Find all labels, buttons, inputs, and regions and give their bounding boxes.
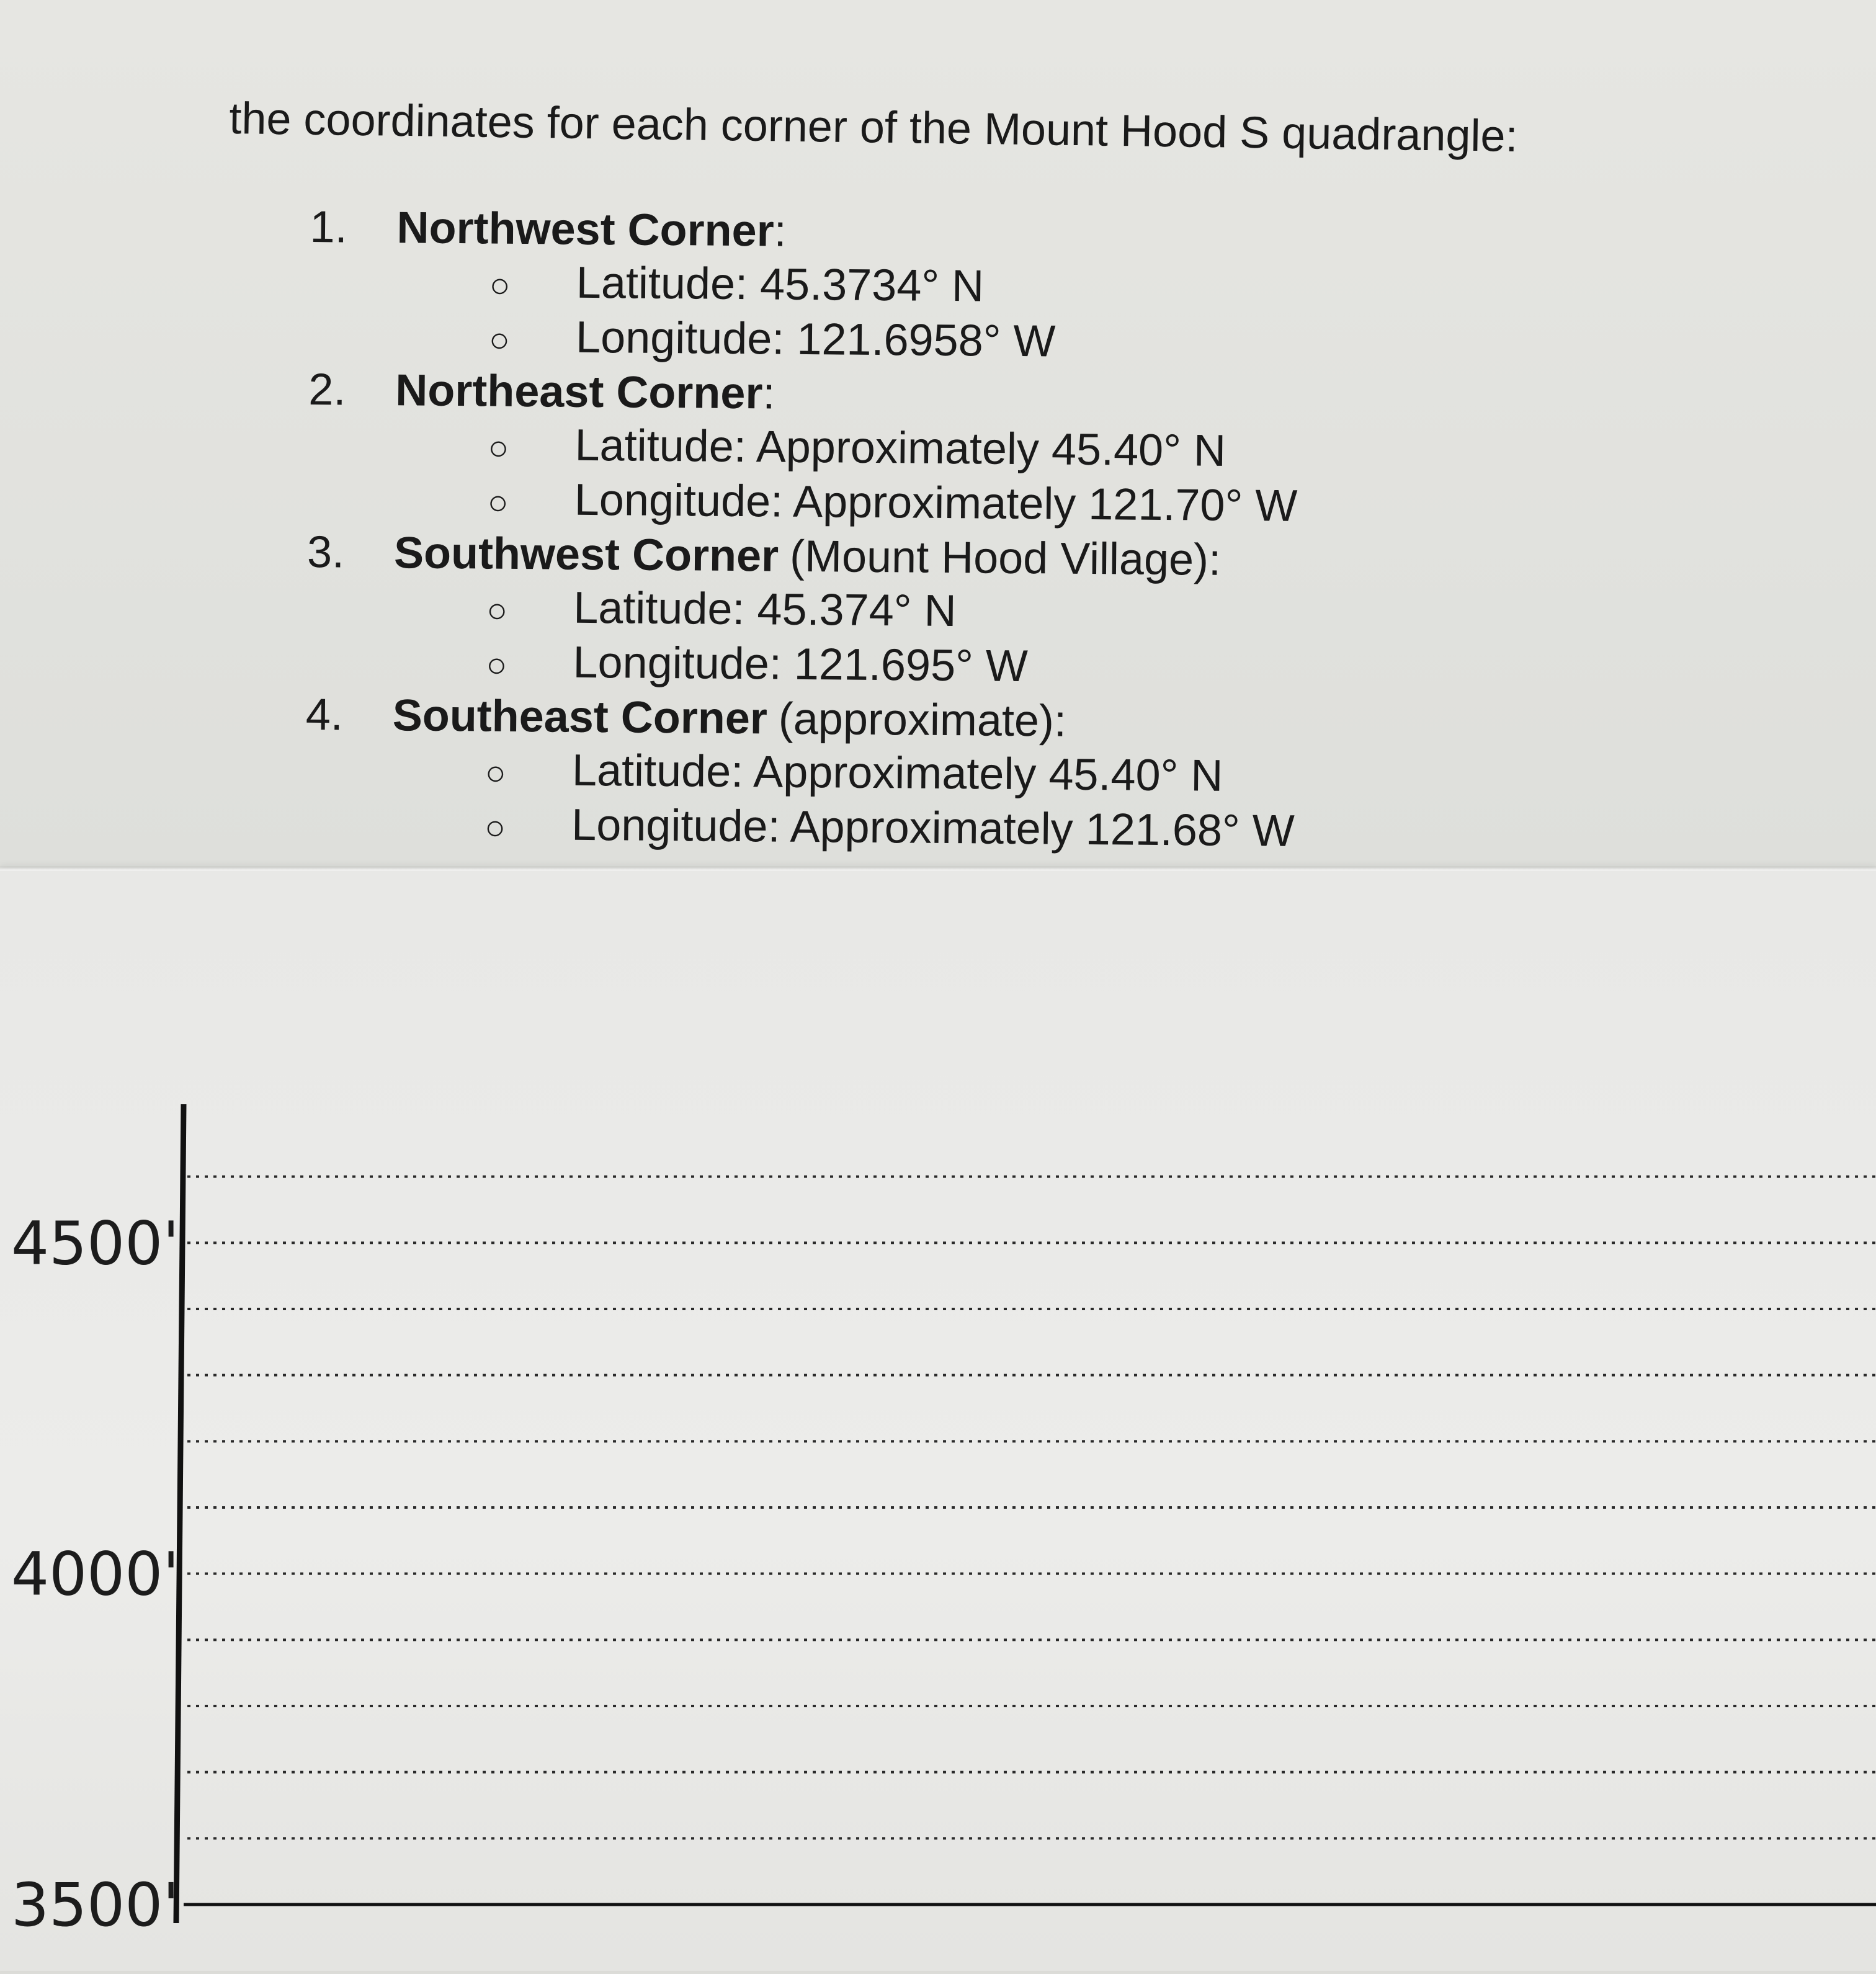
longitude-value: Longitude: Approximately 121.70° W [574, 475, 1298, 531]
corner-heading [307, 527, 1297, 589]
corner-item-southwest [306, 527, 1297, 698]
longitude-value: Longitude: 121.695° W [573, 637, 1029, 692]
corner-name: Southwest Corner [393, 528, 779, 581]
longitude-line [305, 797, 1295, 860]
elevation-profile-chart [0, 1104, 1876, 1974]
hollow-bullet-icon: ○ [486, 645, 507, 684]
corner-note: (Mount Hood Village): [789, 531, 1222, 585]
corner-heading [310, 202, 1300, 264]
latitude-value: Latitude: Approximately 45.40° N [574, 420, 1226, 476]
latitude-value: Latitude: Approximately 45.40° N [571, 745, 1223, 801]
hollow-bullet-icon: ○ [486, 590, 508, 630]
latitude-line [308, 418, 1298, 481]
corner-name: Southeast Corner [392, 690, 768, 744]
latitude-line [305, 743, 1295, 806]
latitude-value: Latitude: 45.3734° N [576, 257, 985, 311]
corner-name: Northwest Corner [396, 203, 775, 256]
y-tick-label: 4500' [11, 1208, 179, 1279]
list-number: 3. [306, 527, 345, 578]
hollow-bullet-icon: ○ [488, 319, 511, 359]
corner-heading [308, 364, 1298, 426]
corner-colon: : [774, 206, 787, 256]
y-tick-label: 4000' [11, 1539, 179, 1609]
hollow-bullet-icon: ○ [489, 265, 511, 305]
longitude-line [307, 472, 1297, 535]
corner-item-northeast [307, 364, 1298, 535]
corner-item-southeast [305, 689, 1296, 860]
paper-fold [0, 866, 1876, 871]
hollow-bullet-icon: ○ [485, 753, 507, 792]
elevation-chart-svg [0, 1104, 1876, 1971]
y-tick-label: 3500' [11, 1870, 179, 1940]
longitude-value: Longitude: Approximately 121.68° W [571, 800, 1295, 856]
latitude-line [309, 255, 1299, 318]
list-number: 1. [310, 202, 348, 252]
intro-text: the coordinates for each corner of the Mount Hood S quadrangle: [228, 93, 1519, 161]
hollow-bullet-icon: ○ [484, 807, 506, 847]
longitude-line [306, 635, 1296, 698]
hollow-bullet-icon: ○ [487, 482, 509, 522]
corner-note: (approximate): [778, 694, 1067, 746]
corner-colon: : [762, 368, 775, 419]
hollow-bullet-icon: ○ [488, 427, 509, 467]
corner-list [305, 202, 1300, 860]
corner-heading [305, 689, 1295, 751]
longitude-line [309, 310, 1299, 373]
corner-name: Northeast Corner [395, 365, 763, 419]
list-number: 4. [305, 689, 344, 740]
corner-item-northwest [309, 202, 1300, 373]
latitude-value: Latitude: 45.374° N [573, 583, 957, 636]
latitude-line [306, 580, 1297, 643]
longitude-value: Longitude: 121.6958° W [575, 312, 1056, 367]
list-number: 2. [308, 364, 346, 415]
